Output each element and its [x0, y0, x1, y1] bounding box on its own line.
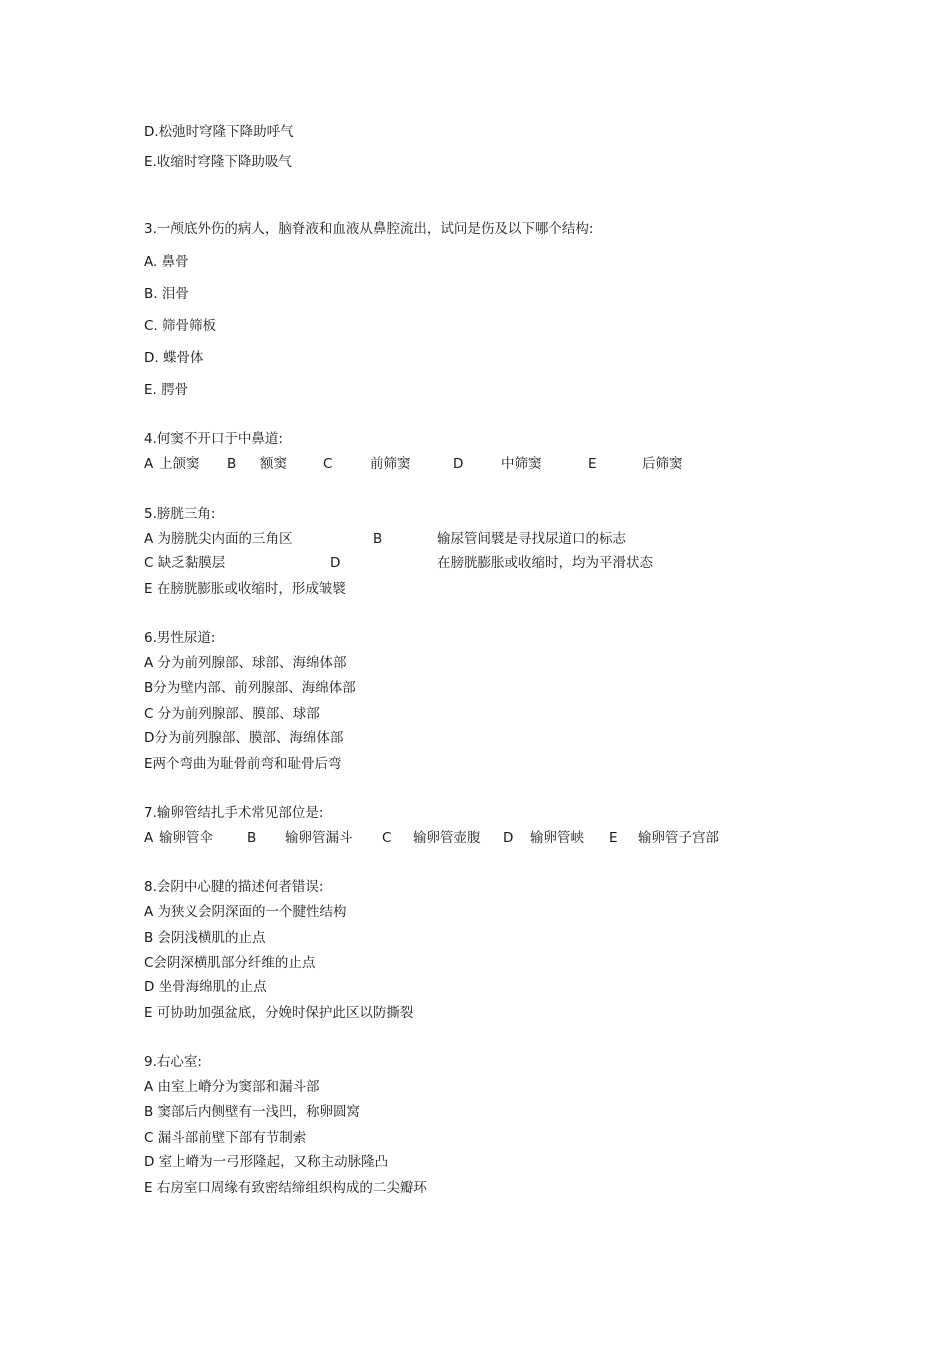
q6-option-d: D分为前列腺部、膜部、海绵体部: [144, 730, 344, 746]
q5-option-b-text: 输尿管间襞是寻找尿道口的标志: [437, 531, 626, 547]
q6-option-e: E两个弯曲为耻骨前弯和耻骨后弯: [144, 756, 342, 772]
q9-option-c: C 漏斗部前壁下部有节制索: [144, 1130, 307, 1146]
q4-option-b-letter: B: [227, 456, 237, 472]
q3-option-b: B. 泪骨: [144, 286, 189, 302]
q9-option-e: E 右房室口周缘有致密结缔组织构成的二尖瓣环: [144, 1180, 427, 1196]
q5-option-c: C 缺乏黏膜层: [144, 555, 226, 571]
q4-option-c-letter: C: [323, 456, 333, 472]
q6-stem: 6.男性尿道:: [144, 630, 216, 646]
q7-option-c-letter: C: [382, 830, 392, 846]
q7-option-b-letter: B: [247, 830, 257, 846]
q4-option-e-text: 后筛窦: [642, 456, 683, 472]
q4-option-a-text: 上颌窦: [159, 456, 200, 472]
q6-option-a: A 分为前列腺部、球部、海绵体部: [144, 655, 347, 671]
q5-option-d-text: 在膀胱膨胀或收缩时，均为平滑状态: [437, 555, 653, 571]
q8-option-e: E 可协助加强盆底，分娩时保护此区以防撕裂: [144, 1005, 414, 1021]
q2-option-d: D.松弛时穹隆下降助呼气: [144, 124, 294, 140]
q7-option-e-text: 输卵管子宫部: [638, 830, 719, 846]
q5-stem: 5.膀胱三角:: [144, 506, 216, 522]
q4-option-b-text: 额窦: [260, 456, 287, 472]
q7-stem: 7.输卵管结扎手术常见部位是:: [144, 805, 324, 821]
q4-option-c-text: 前筛窦: [370, 456, 411, 472]
q7-option-a-text: 输卵管伞: [159, 830, 213, 846]
q7-option-d-text: 输卵管峡: [530, 830, 584, 846]
q4-option-e-letter: E: [588, 456, 597, 472]
q8-option-d: D 坐骨海绵肌的止点: [144, 979, 267, 995]
q7-option-a-letter: A: [144, 830, 154, 846]
q3-option-a: A. 鼻骨: [144, 254, 189, 270]
q5-option-b-letter: B: [373, 531, 383, 547]
q7-option-d-letter: D: [503, 830, 514, 846]
q7-option-c-text: 输卵管壶腹: [413, 830, 481, 846]
q4-option-d-text: 中筛窦: [501, 456, 542, 472]
q8-stem: 8.会阴中心腱的描述何者错误:: [144, 879, 324, 895]
q6-option-b: B分为壁内部、前列腺部、海绵体部: [144, 680, 356, 696]
q9-option-d: D 室上嵴为一弓形隆起，又称主动脉隆凸: [144, 1154, 389, 1170]
q3-option-c: C. 筛骨筛板: [144, 318, 217, 334]
q4-option-d-letter: D: [453, 456, 464, 472]
q3-option-e: E. 腭骨: [144, 382, 189, 398]
q2-option-e: E.收缩时穹隆下降助吸气: [144, 154, 292, 170]
q5-option-e: E 在膀胱膨胀或收缩时，形成皱襞: [144, 581, 346, 597]
q6-option-c: C 分为前列腺部、膜部、球部: [144, 706, 320, 722]
q9-option-b: B 窦部后内侧壁有一浅凹，称卵圆窝: [144, 1104, 361, 1120]
q8-option-b: B 会阴浅横肌的止点: [144, 930, 266, 946]
q5-option-d-letter: D: [330, 555, 341, 571]
q5-option-a: A 为膀胱尖内面的三角区: [144, 531, 293, 547]
q8-option-c: C会阴深横肌部分纤维的止点: [144, 955, 316, 971]
q3-option-d: D. 蝶骨体: [144, 350, 204, 366]
q4-option-a-letter: A: [144, 456, 154, 472]
q7-option-e-letter: E: [609, 830, 618, 846]
q9-stem: 9.右心室:: [144, 1054, 202, 1070]
q3-stem: 3.一颅底外伤的病人，脑脊液和血液从鼻腔流出，试问是伤及以下哪个结构:: [144, 221, 594, 237]
q9-option-a: A 由室上嵴分为窦部和漏斗部: [144, 1079, 320, 1095]
q7-option-b-text: 输卵管漏斗: [285, 830, 353, 846]
q8-option-a: A 为狭义会阴深面的一个腱性结构: [144, 904, 347, 920]
q4-stem: 4.何窦不开口于中鼻道:: [144, 431, 283, 447]
